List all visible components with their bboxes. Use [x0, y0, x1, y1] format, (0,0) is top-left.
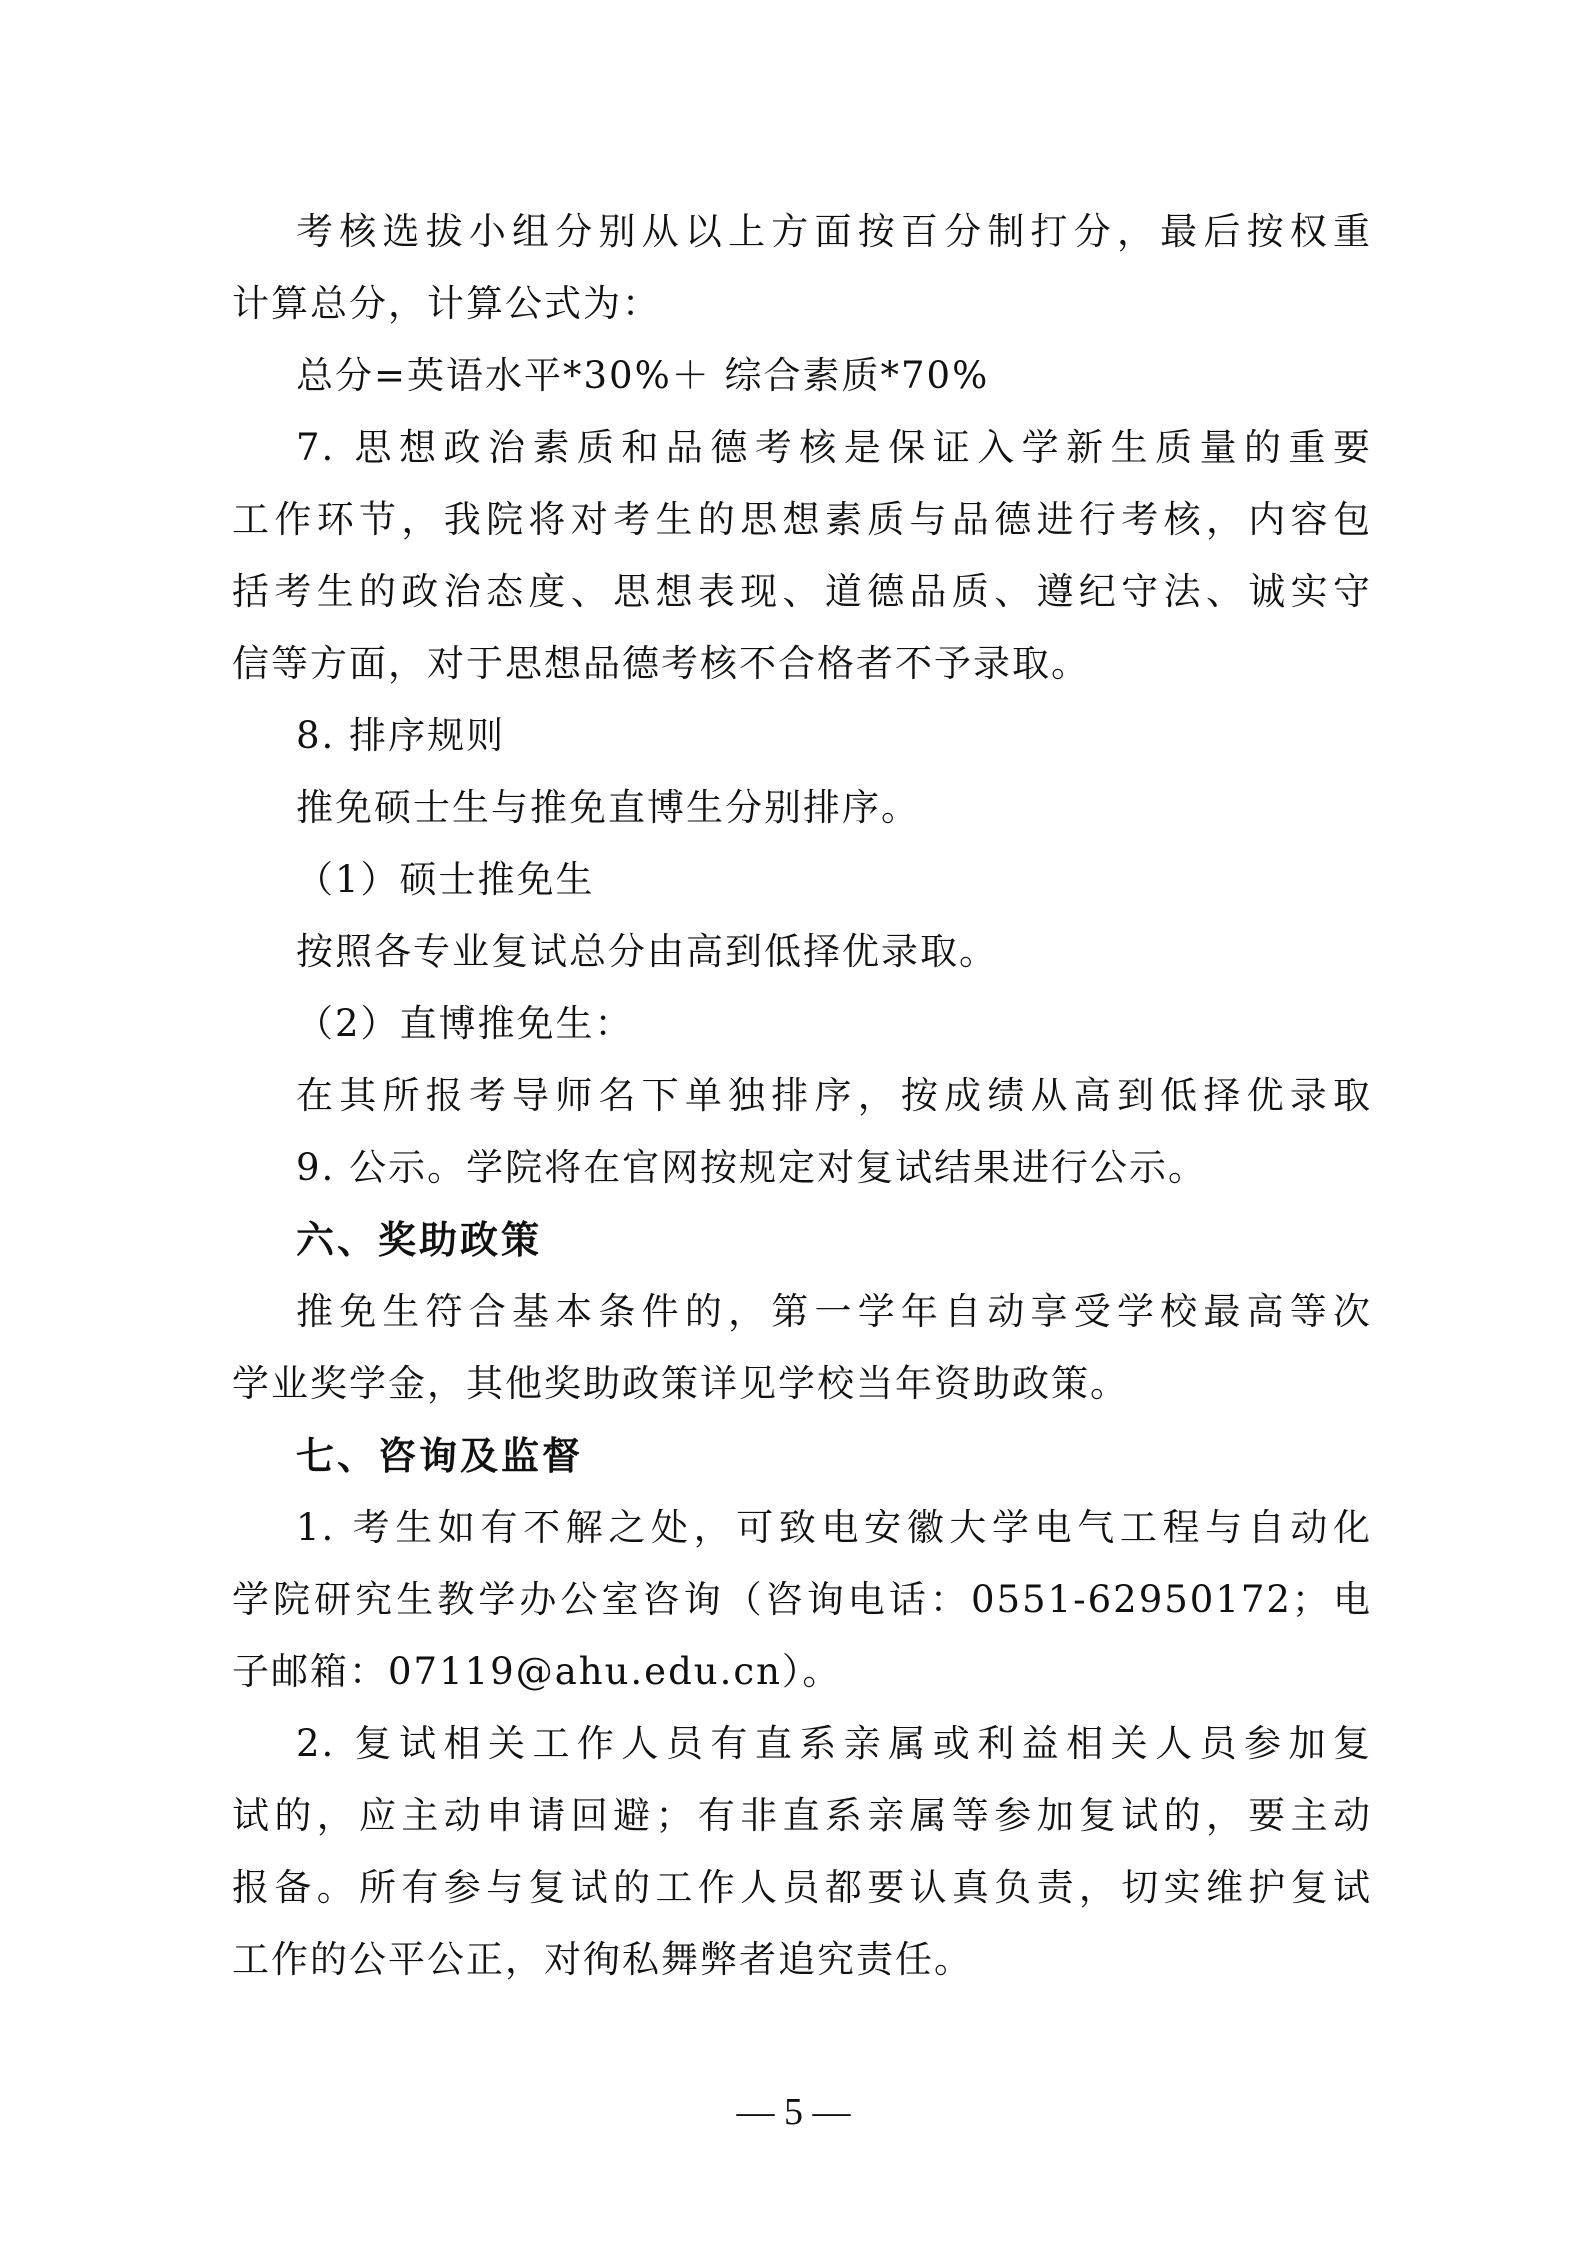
- paragraph-line: （2）直博推免生：: [296, 1002, 634, 1045]
- paragraph-line: （1）硕士推免生: [296, 858, 595, 901]
- paragraph-line: 推免硕士生与推免直博生分别排序。: [296, 786, 920, 829]
- section-heading: 七、咨询及监督: [296, 1434, 584, 1478]
- paragraph-line: 1. 考生如有不解之处，可致电安徽大学电气工程与自动化: [296, 1506, 1372, 1549]
- paragraph-line: 学业奖学金，其他奖助政策详见学校当年资助政策。: [232, 1362, 1129, 1405]
- paragraph-line: 子邮箱：07119@ahu.edu.cn）。: [232, 1650, 842, 1693]
- paragraph-line: 7. 思想政治素质和品德考核是保证入学新生质量的重要: [296, 426, 1372, 469]
- paragraph-line: 计算总分，计算公式为：: [232, 282, 661, 325]
- paragraph-line: 8. 排序规则: [296, 714, 506, 757]
- paragraph-line: 考核选拔小组分别从以上方面按百分制打分，最后按权重: [296, 210, 1372, 253]
- paragraph-line: 试的，应主动申请回避；有非直系亲属等参加复试的，要主动: [232, 1794, 1372, 1837]
- paragraph-line: 2. 复试相关工作人员有直系亲属或利益相关人员参加复: [296, 1722, 1372, 1765]
- paragraph-line: 工作环节，我院将对考生的思想素质与品德进行考核，内容包: [232, 498, 1372, 541]
- document-body: [232, 196, 1372, 1996]
- paragraph-line: 按照各专业复试总分由高到低择优录取。: [296, 930, 998, 973]
- paragraph-line: 在其所报考导师名下单独排序，按成绩从高到低择优录取: [296, 1074, 1372, 1117]
- paragraph-line: 推免生符合基本条件的，第一学年自动享受学校最高等次: [296, 1290, 1372, 1333]
- paragraph-line: 报备。所有参与复试的工作人员都要认真负责，切实维护复试: [232, 1866, 1372, 1909]
- paragraph-line: 总分=英语水平*30%＋ 综合素质*70%: [296, 354, 990, 397]
- section-heading: 六、奖助政策: [296, 1218, 543, 1262]
- paragraph-line: 9. 公示。学院将在官网按规定对复试结果进行公示。: [296, 1146, 1208, 1189]
- page-number: — 5 —: [736, 2091, 851, 2133]
- paragraph-line: 工作的公平公正，对徇私舞弊者追究责任。: [232, 1938, 973, 1981]
- paragraph-line: 信等方面，对于思想品德考核不合格者不予录取。: [232, 642, 1090, 685]
- paragraph-line: 括考生的政治态度、思想表现、道德品质、遵纪守法、诚实守: [232, 570, 1372, 613]
- paragraph-line: 学院研究生教学办公室咨询（咨询电话：0551-62950172；电: [232, 1578, 1372, 1621]
